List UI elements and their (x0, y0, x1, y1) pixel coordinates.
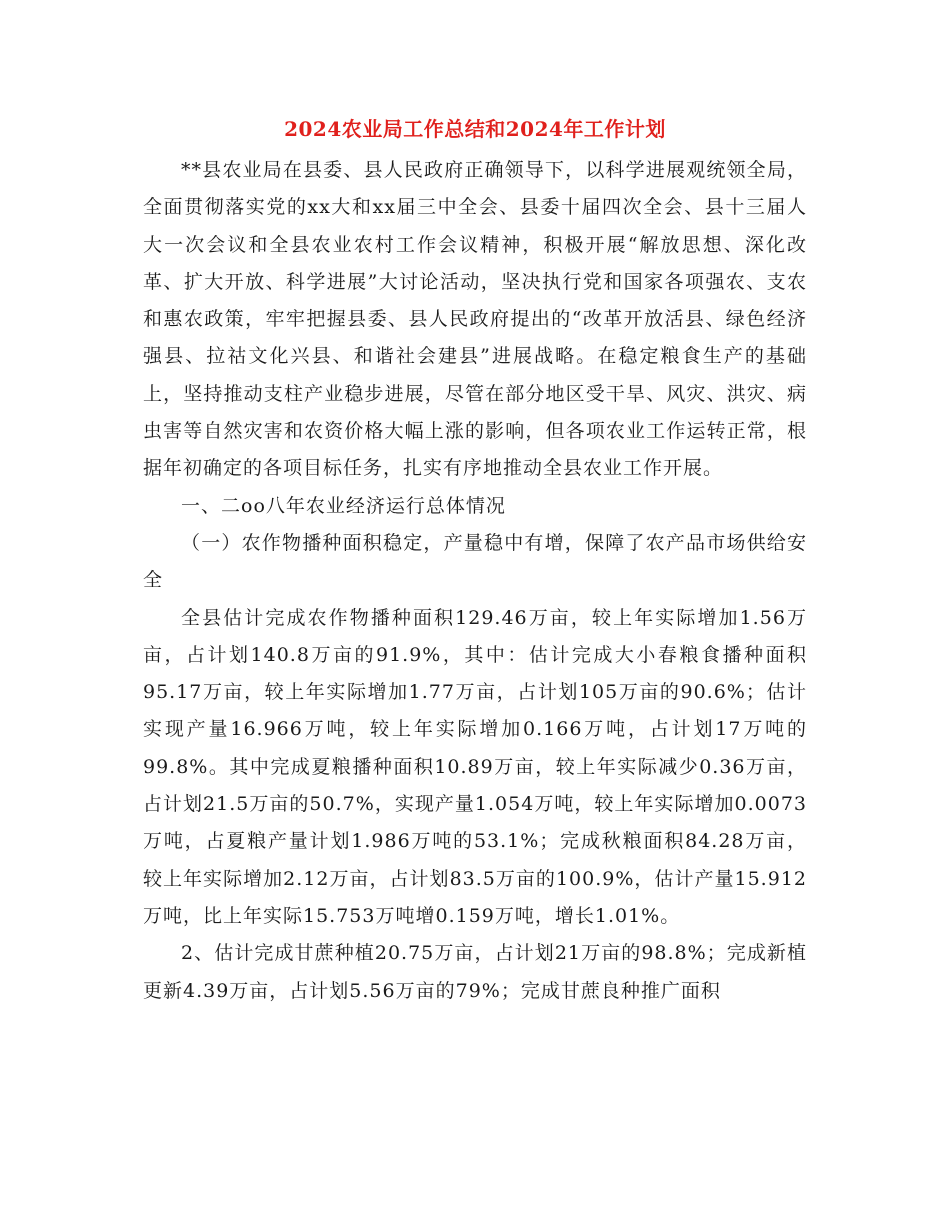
intro-paragraph: **县农业局在县委、县人民政府正确领导下，以科学进展观统领全局，全面贯彻落实党的xx大和xx届三中全会、县委十届四次全会、县十三届人大一次会议和全县农业农村工作会议精神，积极开展“解放思想、深化改革、扩大开放、科学进展”大讨论活动，坚决执行党和国家各项强农、支农和惠农政策，牢牢把握县委、县人民政府提出的“改革开放活县、绿色经济强县、拉祜文化兴县、和谐社会建县”进展战略。在稳定粮食生产的基础上，坚持推动支柱产业稳步进展，尽管在部分地区受干旱、风灾、洪灾、病虫害等自然灾害和农资价格大幅上涨的影响，但各项农业工作运转正常，根据年初确定的各项目标任务，扎实有序地推动全县农业工作开展。 (143, 159, 807, 480)
document-title: 2024农业局工作总结和2024年工作计划 (284, 117, 666, 141)
document-body (143, 152, 807, 1010)
crop-area-paragraph: 全县估计完成农作物播种面积129.46万亩，较上年实际增加1.56万亩，占计划140.8万亩的91.9%，其中：估计完成大小春粮食播种面积95.17万亩，较上年实际增加1.77万亩，占计划105万亩的90.6%；估计实现产量16.966万吨，较上年实际增加0.166万吨，占计划17万吨的99.8%。其中完成夏粮播种面积10.89万亩，较上年实际减少0.36万亩，占计划21.5万亩的50.7%，实现产量1.054万吨，较上年实际增加0.0073万吨，占夏粮产量计划1.986万吨的53.1%；完成秋粮面积84.28万亩，较上年实际增加2.12万亩，占计划83.5万亩的100.9%，估计产量15.912万吨，比上年实际15.753万吨增0.159万吨，增长1.01%。 (143, 606, 807, 927)
subsection-heading: （一）农作物播种面积稳定，产量稳中有增，保障了农产品市场供给安全 (143, 531, 807, 592)
section-heading: 一、二oo八年农业经济运行总体情况 (181, 494, 506, 517)
sugarcane-paragraph: 2、估计完成甘蔗种植20.75万亩，占计划21万亩的98.8%；完成新植更新4.39万亩，占计划5.56万亩的79%；完成甘蔗良种推广面积 (143, 942, 807, 1002)
